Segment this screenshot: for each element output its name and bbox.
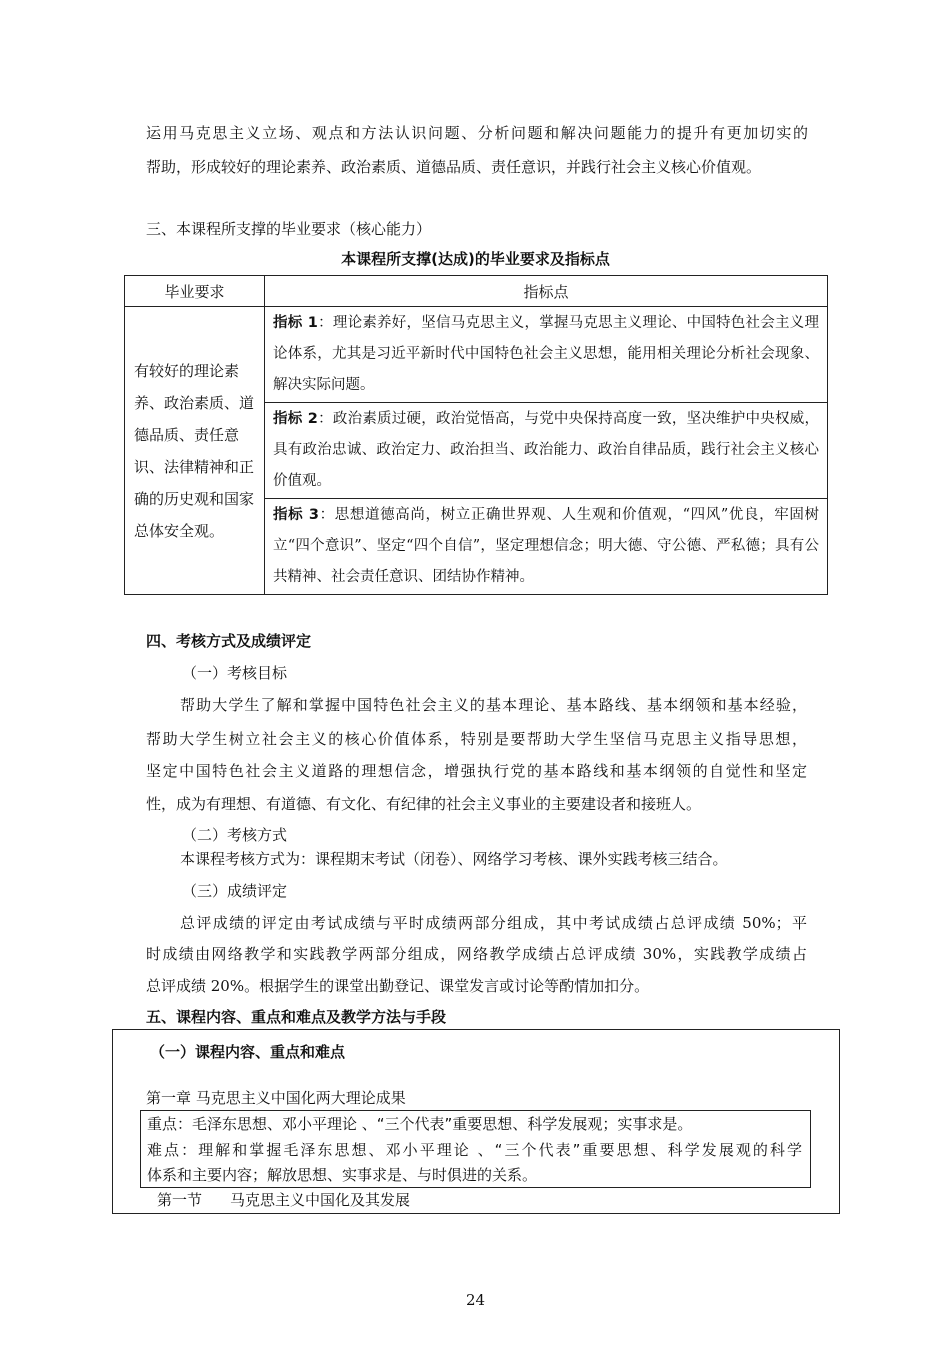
- col-header-indicator: 指标点: [265, 276, 828, 307]
- section4-p3-line-1: 总评成绩的评定由考试成绩与平时成绩两部分组成，其中考试成绩占总评成绩 50%；平: [180, 914, 807, 932]
- section3-heading: 三、本课程所支撑的毕业要求（核心能力）: [146, 220, 432, 238]
- section4-sub3: （三）成绩评定: [182, 882, 288, 900]
- page-number: 24: [466, 1291, 486, 1309]
- indicator-label: 指标 1: [273, 315, 318, 331]
- table-title: 本课程所支撑(达成)的毕业要求及指标点: [341, 250, 610, 268]
- section-title: 马克思主义中国化及其发展: [230, 1191, 411, 1209]
- requirement-cell: 有较好的理论素养、政治素质、道德品质、责任意识、法律精神和正确的历史观和国家总体安全观。: [125, 307, 265, 595]
- chapter-title: 第一章 马克思主义中国化两大理论成果: [146, 1089, 406, 1107]
- indicator-cell-2: [265, 403, 828, 499]
- section4-p2: 本课程考核方式为：课程期末考试（闭卷）、网络学习考核、课外实践考核三结合。: [180, 850, 728, 868]
- col-header-requirement: 毕业要求: [125, 276, 265, 307]
- intro-line-1: 运用马克思主义立场、观点和方法认识问题、分析问题和解决问题能力的提升有更加切实的: [146, 124, 808, 142]
- indicator-cell-3: [265, 499, 828, 595]
- indicator-text: ：政治素质过硬，政治觉悟高，与党中央保持高度一致，坚决维护中央权威，具有政治忠诚、政治定力、政治担当、政治能力、政治自律品质，践行社会主义核心价值观。: [273, 411, 819, 489]
- indicator-text: ：理论素养好，坚信马克思主义，掌握马克思主义理论、中国特色社会主义理论体系，尤其是习近平新时代中国特色社会主义思想，能用相关理论分析社会现象、解决实际问题。: [273, 315, 819, 393]
- difficult-points-line-2: 体系和主要内容；解放思想、实事求是、与时俱进的关系。: [147, 1166, 538, 1184]
- requirements-table: [124, 275, 828, 595]
- intro-line-2: 帮助，形成较好的理论素养、政治素质、道德品质、责任意识，并践行社会主义核心价值观。: [146, 158, 762, 176]
- indicator-label: 指标 3: [273, 507, 320, 523]
- section4-p1-line-3: 坚定中国特色社会主义道路的理想信念，增强执行党的基本路线和基本纲领的自觉性和坚定: [146, 762, 807, 780]
- indicator-cell-1: [265, 307, 828, 403]
- section4-sub2: （二）考核方式: [182, 826, 288, 844]
- section4-heading: 四、考核方式及成绩评定: [146, 632, 312, 650]
- section4-sub1: （一）考核目标: [182, 664, 288, 682]
- section4-p1-line-1: 帮助大学生了解和掌握中国特色社会主义的基本理论、基本路线、基本纲领和基本经验，: [180, 696, 807, 714]
- indicator-text: ：思想道德高尚，树立正确世界观、人生观和价值观，“四风”优良，牢固树立“四个意识”、坚定“四个自信”，坚定理想信念；明大德、守公德、严私德；具有公共精神、社会责任意识、团结协作精神。: [273, 507, 820, 585]
- section5-heading: 五、课程内容、重点和难点及教学方法与手段: [146, 1008, 447, 1026]
- section-label: 第一节: [157, 1191, 203, 1209]
- section4-p3-line-2: 时成绩由网络教学和实践教学两部分组成，网络教学成绩占总评成绩 30%，实践教学成绩占: [146, 945, 807, 963]
- indicator-label: 指标 2: [273, 411, 318, 427]
- section4-p3-line-3: 总评成绩 20%。根据学生的课堂出勤登记、课堂发言或讨论等酌情加扣分。: [146, 977, 650, 995]
- difficult-points-line-1: 难点：理解和掌握毛泽东思想、邓小平理论 、“三个代表”重要思想、科学发展观的科学: [147, 1141, 802, 1159]
- course-content-heading: （一）课程内容、重点和难点: [150, 1043, 346, 1061]
- key-points: 重点：毛泽东思想、邓小平理论 、“三个代表”重要思想、科学发展观；实事求是。: [147, 1115, 693, 1133]
- section4-p1-line-2: 帮助大学生树立社会主义的核心价值体系，特别是要帮助大学生坚信马克思主义指导思想，: [146, 730, 807, 748]
- section4-p1-line-4: 性，成为有理想、有道德、有文化、有纪律的社会主义事业的主要建设者和接班人。: [146, 795, 702, 813]
